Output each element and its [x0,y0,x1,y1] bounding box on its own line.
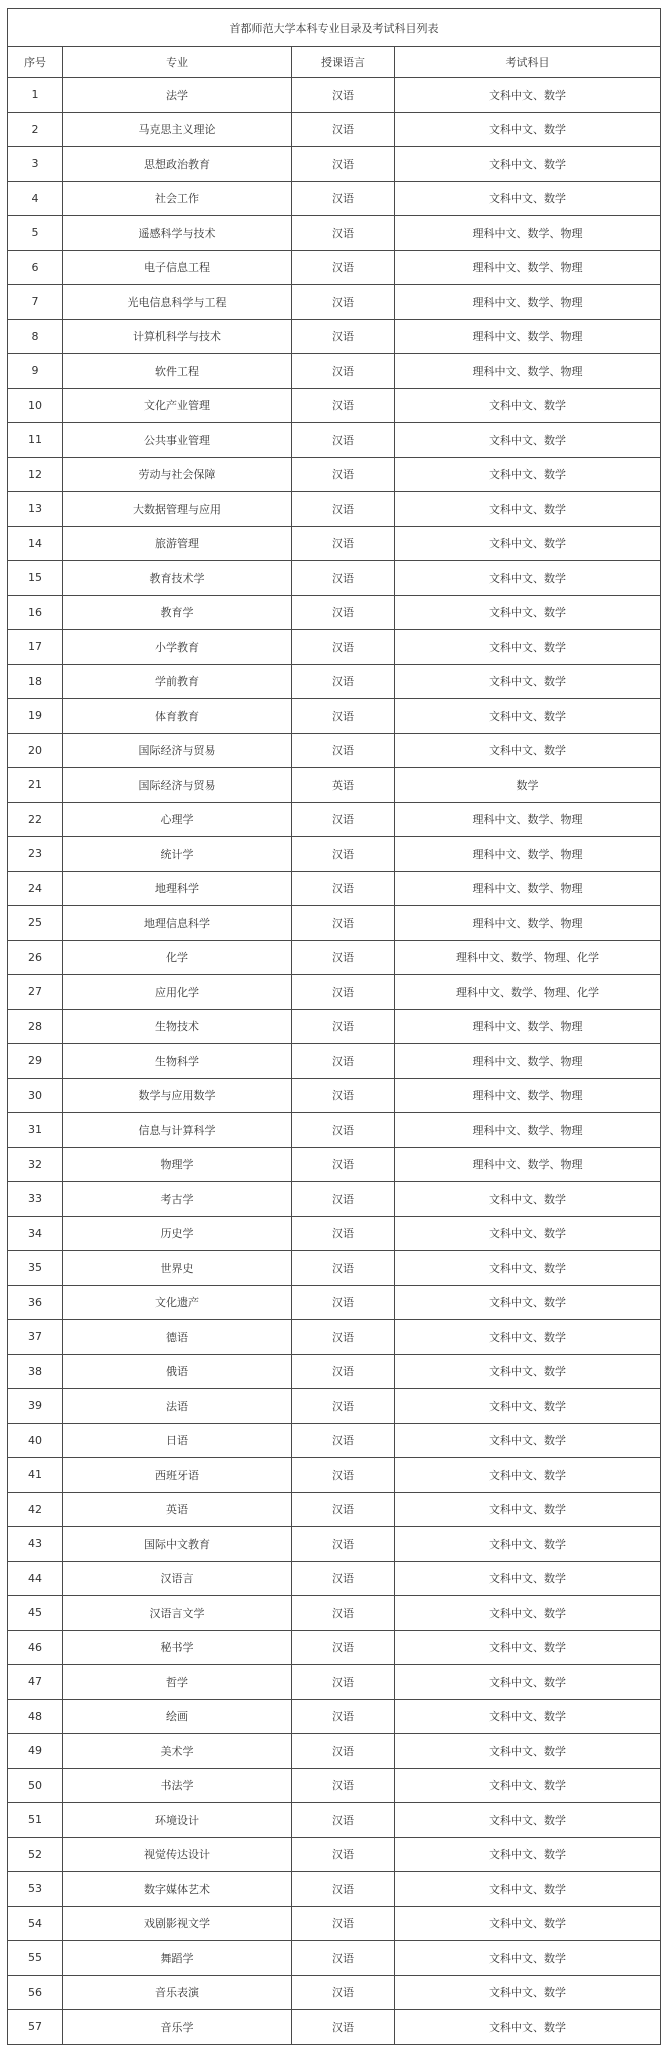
cell-major: 计算机科学与技术 [63,319,292,354]
cell-exam: 文科中文、数学 [395,1734,661,1769]
cell-exam: 文科中文、数学 [395,147,661,182]
cell-exam: 文科中文、数学 [395,1527,661,1562]
cell-number: 2 [8,112,63,147]
cell-exam: 理科中文、数学、物理 [395,1147,661,1182]
table-row [8,1078,661,1113]
cell-exam: 文科中文、数学 [395,699,661,734]
cell-number: 34 [8,1216,63,1251]
table-row [8,1768,661,1803]
cell-language: 汉语 [292,1527,395,1562]
cell-number: 1 [8,78,63,113]
cell-major: 心理学 [63,802,292,837]
cell-language: 汉语 [292,2010,395,2045]
cell-exam: 文科中文、数学 [395,1596,661,1631]
cell-number: 18 [8,664,63,699]
cell-language: 汉语 [292,940,395,975]
cell-exam: 文科中文、数学 [395,423,661,458]
cell-exam: 理科中文、数学、物理 [395,319,661,354]
cell-language: 汉语 [292,1734,395,1769]
cell-number: 40 [8,1423,63,1458]
table-row [8,1458,661,1493]
cell-language: 汉语 [292,1492,395,1527]
table-row [8,1527,661,1562]
cell-number: 49 [8,1734,63,1769]
cell-major: 大数据管理与应用 [63,492,292,527]
cell-number: 8 [8,319,63,354]
table-row [8,802,661,837]
cell-major: 俄语 [63,1354,292,1389]
table-row [8,112,661,147]
table-row [8,1251,661,1286]
cell-exam: 文科中文、数学 [395,112,661,147]
cell-language: 汉语 [292,1768,395,1803]
cell-language: 汉语 [292,1009,395,1044]
table-row [8,1837,661,1872]
cell-major: 考古学 [63,1182,292,1217]
cell-major: 光电信息科学与工程 [63,285,292,320]
cell-number: 21 [8,768,63,803]
cell-number: 36 [8,1285,63,1320]
cell-language: 汉语 [292,1803,395,1838]
major-table-container [7,8,660,2045]
cell-number: 44 [8,1561,63,1596]
table-row [8,1354,661,1389]
cell-major: 法学 [63,78,292,113]
cell-exam: 文科中文、数学 [395,181,661,216]
table-row [8,457,661,492]
table-row [8,1389,661,1424]
cell-number: 9 [8,354,63,389]
cell-exam: 理科中文、数学、物理 [395,216,661,251]
cell-major: 电子信息工程 [63,250,292,285]
cell-language: 汉语 [292,630,395,665]
cell-major: 国际中文教育 [63,1527,292,1562]
cell-major: 美术学 [63,1734,292,1769]
table-row [8,1734,661,1769]
cell-language: 英语 [292,768,395,803]
cell-exam: 文科中文、数学 [395,1389,661,1424]
cell-language: 汉语 [292,595,395,630]
cell-language: 汉语 [292,1596,395,1631]
cell-exam: 文科中文、数学 [395,1492,661,1527]
cell-language: 汉语 [292,1458,395,1493]
cell-number: 56 [8,1975,63,2010]
cell-exam: 文科中文、数学 [395,1975,661,2010]
cell-major: 生物科学 [63,1044,292,1079]
cell-language: 汉语 [292,1941,395,1976]
cell-language: 汉语 [292,975,395,1010]
cell-number: 16 [8,595,63,630]
table-row [8,285,661,320]
cell-number: 45 [8,1596,63,1631]
cell-language: 汉语 [292,492,395,527]
table-row [8,1182,661,1217]
cell-number: 54 [8,1906,63,1941]
table-row [8,1147,661,1182]
cell-number: 46 [8,1630,63,1665]
cell-language: 汉语 [292,250,395,285]
table-row [8,423,661,458]
cell-major: 劳动与社会保障 [63,457,292,492]
cell-major: 遥感科学与技术 [63,216,292,251]
cell-number: 12 [8,457,63,492]
cell-number: 51 [8,1803,63,1838]
cell-number: 17 [8,630,63,665]
cell-number: 10 [8,388,63,423]
cell-major: 旅游管理 [63,526,292,561]
cell-language: 汉语 [292,1078,395,1113]
cell-language: 汉语 [292,1251,395,1286]
cell-exam: 理科中文、数学、物理 [395,871,661,906]
major-catalog-table [7,8,661,2045]
table-row [8,1113,661,1148]
table-row [8,768,661,803]
cell-number: 24 [8,871,63,906]
cell-major: 德语 [63,1320,292,1355]
cell-major: 汉语言 [63,1561,292,1596]
table-row [8,940,661,975]
table-row [8,319,661,354]
table-row [8,78,661,113]
cell-language: 汉语 [292,906,395,941]
cell-number: 7 [8,285,63,320]
cell-number: 50 [8,1768,63,1803]
cell-language: 汉语 [292,112,395,147]
cell-language: 汉语 [292,1354,395,1389]
cell-exam: 理科中文、数学、物理 [395,1078,661,1113]
cell-language: 汉语 [292,802,395,837]
cell-major: 社会工作 [63,181,292,216]
cell-number: 5 [8,216,63,251]
table-row [8,1630,661,1665]
cell-major: 音乐表演 [63,1975,292,2010]
cell-language: 汉语 [292,147,395,182]
cell-exam: 文科中文、数学 [395,78,661,113]
cell-exam: 文科中文、数学 [395,526,661,561]
column-header-number: 序号 [8,47,63,78]
table-row [8,1596,661,1631]
cell-major: 体育教育 [63,699,292,734]
table-row [8,1665,661,1700]
cell-exam: 理科中文、数学、物理 [395,354,661,389]
table-row [8,388,661,423]
cell-major: 数字媒体艺术 [63,1872,292,1907]
cell-exam: 文科中文、数学 [395,1354,661,1389]
table-row [8,561,661,596]
cell-major: 绘画 [63,1699,292,1734]
table-title: 首都师范大学本科专业目录及考试科目列表 [8,9,661,47]
cell-language: 汉语 [292,1872,395,1907]
cell-language: 汉语 [292,733,395,768]
cell-exam: 理科中文、数学、物理 [395,250,661,285]
cell-major: 文化遗产 [63,1285,292,1320]
cell-major: 数学与应用数学 [63,1078,292,1113]
cell-language: 汉语 [292,699,395,734]
table-row [8,699,661,734]
cell-language: 汉语 [292,319,395,354]
cell-major: 地理科学 [63,871,292,906]
cell-exam: 理科中文、数学、物理 [395,906,661,941]
cell-major: 国际经济与贸易 [63,768,292,803]
cell-number: 23 [8,837,63,872]
cell-exam: 文科中文、数学 [395,1906,661,1941]
cell-number: 11 [8,423,63,458]
table-row [8,906,661,941]
cell-major: 汉语言文学 [63,1596,292,1631]
cell-number: 42 [8,1492,63,1527]
table-row [8,250,661,285]
table-row [8,630,661,665]
cell-language: 汉语 [292,181,395,216]
cell-major: 哲学 [63,1665,292,1700]
cell-language: 汉语 [292,1044,395,1079]
cell-exam: 文科中文、数学 [395,492,661,527]
cell-exam: 文科中文、数学 [395,733,661,768]
cell-major: 地理信息科学 [63,906,292,941]
cell-major: 法语 [63,1389,292,1424]
cell-language: 汉语 [292,561,395,596]
cell-number: 20 [8,733,63,768]
cell-exam: 文科中文、数学 [395,1182,661,1217]
cell-exam: 文科中文、数学 [395,1699,661,1734]
cell-major: 公共事业管理 [63,423,292,458]
cell-language: 汉语 [292,837,395,872]
cell-language: 汉语 [292,1113,395,1148]
cell-exam: 文科中文、数学 [395,2010,661,2045]
cell-major: 世界史 [63,1251,292,1286]
table-row [8,2010,661,2045]
cell-number: 43 [8,1527,63,1562]
cell-exam: 文科中文、数学 [395,1768,661,1803]
table-row [8,354,661,389]
cell-exam: 文科中文、数学 [395,1803,661,1838]
cell-exam: 文科中文、数学 [395,1872,661,1907]
cell-exam: 文科中文、数学 [395,388,661,423]
cell-exam: 文科中文、数学 [395,1630,661,1665]
cell-major: 软件工程 [63,354,292,389]
table-row [8,1975,661,2010]
table-row [8,1216,661,1251]
cell-major: 应用化学 [63,975,292,1010]
cell-major: 信息与计算科学 [63,1113,292,1148]
column-header-exam: 考试科目 [395,47,661,78]
cell-language: 汉语 [292,388,395,423]
cell-major: 戏剧影视文学 [63,1906,292,1941]
cell-exam: 文科中文、数学 [395,664,661,699]
cell-exam: 理科中文、数学、物理、化学 [395,975,661,1010]
cell-exam: 文科中文、数学 [395,1458,661,1493]
table-row [8,871,661,906]
table-row [8,1941,661,1976]
cell-language: 汉语 [292,1630,395,1665]
cell-number: 47 [8,1665,63,1700]
table-row [8,837,661,872]
cell-number: 30 [8,1078,63,1113]
cell-exam: 文科中文、数学 [395,1665,661,1700]
cell-language: 汉语 [292,1147,395,1182]
cell-number: 57 [8,2010,63,2045]
cell-exam: 理科中文、数学、物理 [395,837,661,872]
cell-language: 汉语 [292,1561,395,1596]
cell-exam: 理科中文、数学、物理 [395,1113,661,1148]
cell-major: 统计学 [63,837,292,872]
cell-exam: 数学 [395,768,661,803]
cell-exam: 文科中文、数学 [395,1216,661,1251]
table-title-row [8,9,661,47]
cell-major: 教育技术学 [63,561,292,596]
cell-major: 音乐学 [63,2010,292,2045]
cell-major: 历史学 [63,1216,292,1251]
cell-language: 汉语 [292,1182,395,1217]
table-row [8,1423,661,1458]
cell-language: 汉语 [292,285,395,320]
table-row [8,1492,661,1527]
cell-major: 生物技术 [63,1009,292,1044]
cell-language: 汉语 [292,1320,395,1355]
cell-number: 39 [8,1389,63,1424]
cell-number: 4 [8,181,63,216]
table-row [8,1699,661,1734]
table-row [8,1044,661,1079]
cell-exam: 文科中文、数学 [395,1285,661,1320]
table-row [8,664,661,699]
cell-number: 15 [8,561,63,596]
cell-language: 汉语 [292,871,395,906]
cell-major: 秘书学 [63,1630,292,1665]
table-row [8,1320,661,1355]
cell-exam: 文科中文、数学 [395,1561,661,1596]
cell-exam: 理科中文、数学、物理 [395,285,661,320]
cell-language: 汉语 [292,1906,395,1941]
column-header-language: 授课语言 [292,47,395,78]
cell-number: 32 [8,1147,63,1182]
table-row [8,1803,661,1838]
cell-number: 35 [8,1251,63,1286]
cell-major: 日语 [63,1423,292,1458]
cell-major: 书法学 [63,1768,292,1803]
cell-exam: 理科中文、数学、物理 [395,1009,661,1044]
cell-exam: 文科中文、数学 [395,1320,661,1355]
cell-major: 化学 [63,940,292,975]
cell-major: 国际经济与贸易 [63,733,292,768]
table-row [8,595,661,630]
table-row [8,526,661,561]
cell-language: 汉语 [292,423,395,458]
table-body [8,78,661,2045]
cell-number: 27 [8,975,63,1010]
cell-major: 教育学 [63,595,292,630]
cell-exam: 理科中文、数学、物理 [395,1044,661,1079]
cell-number: 6 [8,250,63,285]
cell-major: 舞蹈学 [63,1941,292,1976]
cell-language: 汉语 [292,1389,395,1424]
cell-number: 53 [8,1872,63,1907]
cell-exam: 文科中文、数学 [395,630,661,665]
cell-exam: 文科中文、数学 [395,595,661,630]
table-row [8,1906,661,1941]
cell-major: 西班牙语 [63,1458,292,1493]
cell-language: 汉语 [292,354,395,389]
cell-major: 视觉传达设计 [63,1837,292,1872]
cell-number: 31 [8,1113,63,1148]
cell-language: 汉语 [292,1699,395,1734]
table-row [8,181,661,216]
cell-language: 汉语 [292,1423,395,1458]
cell-number: 37 [8,1320,63,1355]
cell-number: 13 [8,492,63,527]
cell-major: 思想政治教育 [63,147,292,182]
cell-language: 汉语 [292,457,395,492]
cell-number: 22 [8,802,63,837]
cell-number: 14 [8,526,63,561]
cell-number: 33 [8,1182,63,1217]
cell-exam: 文科中文、数学 [395,561,661,596]
cell-language: 汉语 [292,1216,395,1251]
cell-language: 汉语 [292,1665,395,1700]
table-header-row [8,47,661,78]
cell-exam: 文科中文、数学 [395,1941,661,1976]
cell-language: 汉语 [292,526,395,561]
cell-major: 文化产业管理 [63,388,292,423]
cell-language: 汉语 [292,216,395,251]
cell-exam: 理科中文、数学、物理 [395,802,661,837]
cell-language: 汉语 [292,664,395,699]
table-row [8,492,661,527]
cell-exam: 文科中文、数学 [395,1837,661,1872]
cell-language: 汉语 [292,78,395,113]
cell-exam: 理科中文、数学、物理、化学 [395,940,661,975]
table-row [8,733,661,768]
cell-major: 学前教育 [63,664,292,699]
cell-exam: 文科中文、数学 [395,1251,661,1286]
cell-number: 26 [8,940,63,975]
cell-number: 19 [8,699,63,734]
table-row [8,975,661,1010]
cell-exam: 文科中文、数学 [395,1423,661,1458]
cell-number: 29 [8,1044,63,1079]
cell-major: 物理学 [63,1147,292,1182]
cell-major: 英语 [63,1492,292,1527]
cell-number: 28 [8,1009,63,1044]
cell-number: 38 [8,1354,63,1389]
cell-number: 48 [8,1699,63,1734]
table-row [8,1872,661,1907]
cell-number: 41 [8,1458,63,1493]
cell-major: 小学教育 [63,630,292,665]
cell-number: 55 [8,1941,63,1976]
cell-language: 汉语 [292,1975,395,2010]
table-row [8,147,661,182]
cell-language: 汉语 [292,1837,395,1872]
cell-language: 汉语 [292,1285,395,1320]
table-row [8,216,661,251]
table-row [8,1009,661,1044]
table-row [8,1561,661,1596]
cell-number: 25 [8,906,63,941]
column-header-major: 专业 [63,47,292,78]
cell-number: 52 [8,1837,63,1872]
cell-number: 3 [8,147,63,182]
cell-major: 环境设计 [63,1803,292,1838]
cell-exam: 文科中文、数学 [395,457,661,492]
table-row [8,1285,661,1320]
cell-major: 马克思主义理论 [63,112,292,147]
